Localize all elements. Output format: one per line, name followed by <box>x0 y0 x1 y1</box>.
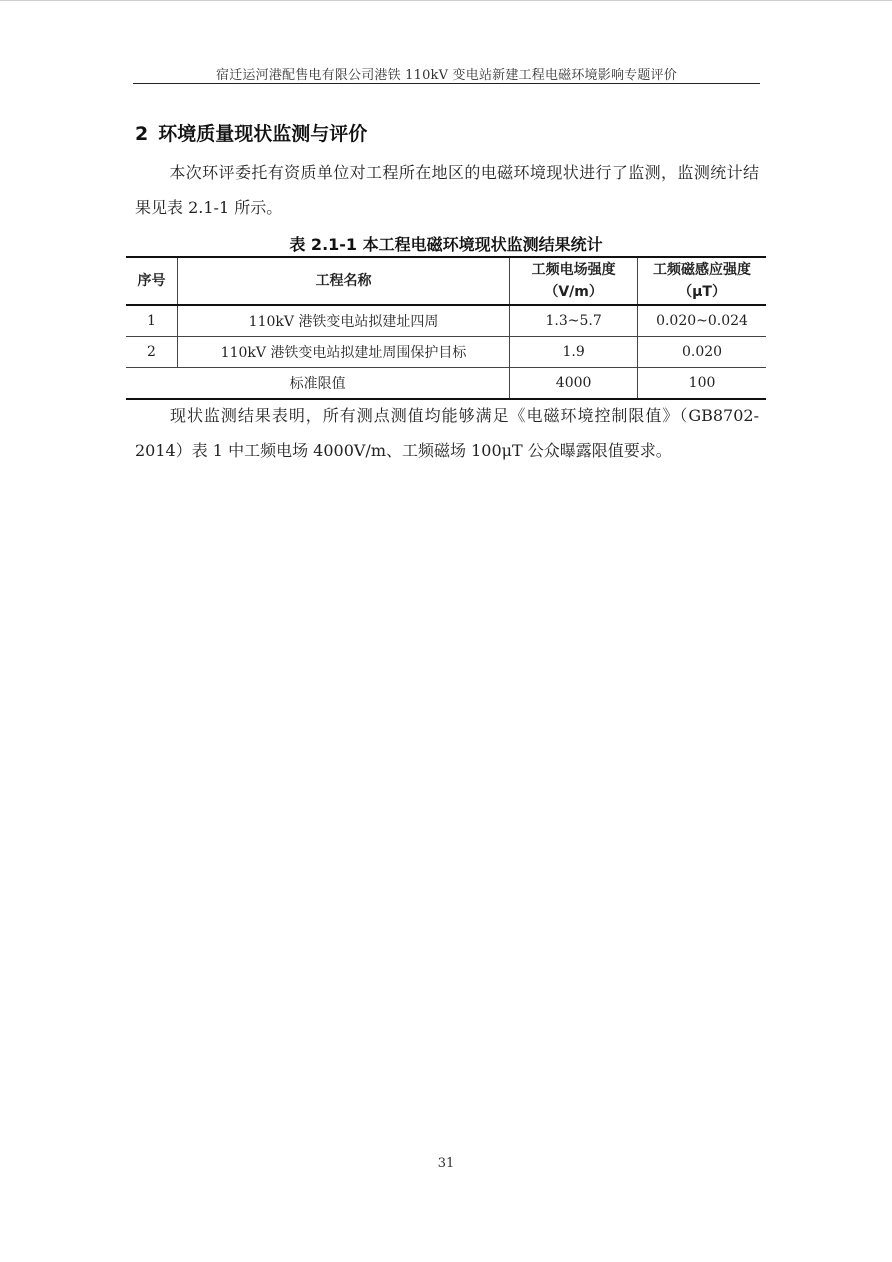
cell-limit-e: 4000 <box>510 368 638 400</box>
section-title: 环境质量现状监测与评价 <box>158 123 368 145</box>
table-limit-row <box>126 368 766 400</box>
section-heading <box>135 119 367 146</box>
cell-name: 110kV 港铁变电站拟建址周围保护目标 <box>177 337 509 368</box>
header-b-field-label: 工频磁感应强度 <box>653 262 752 278</box>
intro-paragraph <box>135 155 759 225</box>
table-row <box>126 305 766 337</box>
cell-limit-label: 标准限值 <box>126 368 510 400</box>
conclusion-text: 现状监测结果表明，所有测点测值均能够满足《电磁环境控制限值》（GB8702-2014）表 1 中工频电场 4000V/m、工频磁场 100μT 公众曝露限值要求。 <box>135 406 759 460</box>
table-caption: 表 2.1-1 本工程电磁环境现状监测结果统计 <box>289 235 603 254</box>
table-header-row <box>126 257 766 305</box>
header-name: 工程名称 <box>177 257 509 305</box>
cell-seq: 2 <box>126 337 177 368</box>
header-b-field-unit: （μT） <box>678 284 726 300</box>
section-number: 2 <box>135 123 149 145</box>
header-seq: 序号 <box>126 257 177 305</box>
page-top-border <box>0 0 892 1</box>
cell-b-field: 0.020 <box>638 337 766 368</box>
cell-seq: 1 <box>126 305 177 337</box>
cell-e-field: 1.9 <box>510 337 638 368</box>
header-b-field <box>638 257 766 305</box>
header-rule <box>133 83 760 84</box>
page-number: 31 <box>437 1156 455 1171</box>
cell-e-field: 1.3~5.7 <box>510 305 638 337</box>
running-header: 宿迁运河港配售电有限公司港铁 110kV 变电站新建工程电磁环境影响专题评价 <box>216 68 677 83</box>
header-e-field-unit: （V/m） <box>544 284 603 300</box>
cell-limit-b: 100 <box>638 368 766 400</box>
conclusion-paragraph <box>135 398 759 468</box>
cell-b-field: 0.020~0.024 <box>638 305 766 337</box>
header-e-field-label: 工频电场强度 <box>531 262 616 278</box>
cell-name: 110kV 港铁变电站拟建址四周 <box>177 305 509 337</box>
intro-text: 本次环评委托有资质单位对工程所在地区的电磁环境现状进行了监测，监测统计结果见表 2.1-1 所示。 <box>135 163 759 217</box>
header-e-field <box>510 257 638 305</box>
monitoring-results-table <box>126 256 766 400</box>
table-row <box>126 337 766 368</box>
